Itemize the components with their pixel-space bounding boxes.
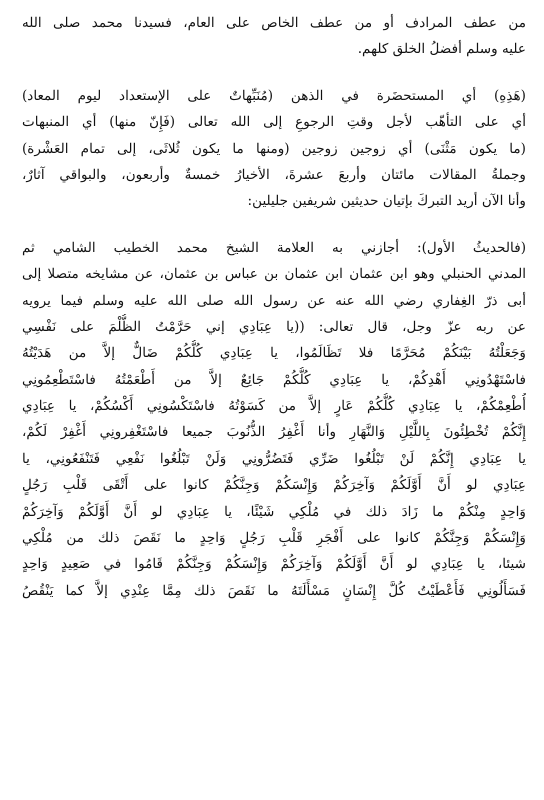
text-line: (هَذِهِ) أي المستحضَرة في الذهن (مُنَبِّهاتٌ على الإستعداد ليوم المعاد) — [22, 87, 526, 104]
text-line: أبى ذرّ الغِفاري رضي الله عنه عن رسول الله صلى الله عليه وسلم فيما يرويه — [22, 292, 526, 309]
text-line: وَإِنْسَكُمْ وَجِنَّكُمْ كانوا على أَفْجَرِ قَلْبِ رَجُلٍ وَاحِدٍ ما نَقَصَ ذلك من مُلْكِي — [22, 530, 526, 547]
text-line: شيئا، يا عِبَادِي لو أَنَّ أَوَّلَكُمْ وَآخِرَكُمْ وَإِنْسَكُمْ وَجِنَّكُمْ قَامُوا في صَعِيدٍ وَاحِدٍ — [22, 556, 526, 573]
paragraph-munabbihat — [22, 83, 526, 215]
text-line: (فالحديثُ الأول): أجازني به العلامة الشيخ محمد الخطيب الشامي ثم — [22, 239, 526, 256]
text-line: فَسَأَلُونِي فَأَعْطَيْتُ كُلَّ إِنْسَانٍ مَسْأَلَتَهُ ما نَقَصَ ذلك مِمَّا عِنْدِي إلاَّ كما يَنْقُصُ — [22, 582, 526, 599]
text-line: إِنَّكُمْ تُخْطِئُونَ بِاللَّيْلِ وَالنَّهَارِ وأنا أَغْفِرُ الذُّنُوبَ جميعا فاسْتَغْفِرونِي أَغْفِرْ لَكُمْ، — [22, 424, 526, 441]
text-line: وَجَعَلْتُهُ بَيْنَكُمْ مُحَرَّمًا فلا تَظَالَمُوا، يا عِبَادِي كُلُّكُمْ ضَالٌّ إلاَّ من هَدَيْتُهُ — [22, 345, 526, 362]
paragraph-gap — [22, 215, 526, 235]
text-line: المدني الحنبلي وهو ابن عثمان ابن عثمان بن عباس بن عثمان، عن مشايخه متصلا إلى — [22, 266, 526, 283]
text-line: وجملةُ المقالات مائتان وأربعَ عشرةَ، الأخيارُ خمسةٌ وأربعون، والبواقي آثارٌ، — [22, 166, 526, 183]
text-line: (ما يكون مَثْنَى) أي زوجين زوجين (ومنها ما يكون ثُلاثَى، إلى تمام العَشْرة) — [22, 140, 526, 157]
text-line: أُطْعِمْكُمْ، يا عِبَادِي كُلُّكُمْ عَارٍ إلاَّ من كَسَوْتُهُ فاسْتَكْسُونِي أَكْسُكُمْ، يا عِبَادِي — [22, 398, 526, 415]
paragraph-intro-end — [22, 10, 526, 63]
text-line: عن ربه عزّ وجل، قال تعالى: ((يا عِبَادِي إني حَرَّمْتُ الظُّلْمَ على نَفْسِي — [22, 318, 526, 335]
text-line: فاسْتَهْدُونِي أَهْدِكُمْ، يا عِبَادِي كُلُّكُمْ جَائِعٌ إلاَّ من أَطْعَمْتُهُ فاسْتَطْعِمُونِي — [22, 371, 526, 388]
text-line: أي على التأهّب لأجل وقتِ الرجوعِ إلى الله تعالى (فَإِنّ منها) أي المنبهات — [22, 114, 526, 131]
paragraph-gap — [22, 63, 526, 83]
text-line: وَاحِدٍ مِنْكُمْ ما زَادَ ذلك في مُلْكِي شَيْئًا، يا عِبَادِي لو أَنَّ أَوَّلَكُمْ وَآخِرَكُمْ — [22, 503, 526, 520]
text-line: يا عِبَادِي إِنَّكُمْ لَنْ تَبْلُغُوا ضَرِّي فَتَضُرُّونِي وَلَنْ تَبْلُغُوا نَفْعِي فَتَنْفَعُونِي، يا — [22, 450, 526, 467]
text-line: عليه وسلم أفضلُ الخلق كلهم. — [357, 41, 526, 58]
text-line: عِبَادِي لو أَنَّ أَوَّلَكُمْ وَآخِرَكُمْ وَإِنْسَكُمْ وَجِنَّكُمْ كانوا على أَتْقَى قَلْبِ رَجُلٍ — [22, 477, 526, 494]
text-line: وأنا الآن أريد التبركَ بإتيان حديثين شريفين جليلين: — [247, 193, 526, 210]
text-line: من عطف المرادف أو من عطف الخاص على العام، فسيدنا محمد صلى الله — [22, 15, 526, 31]
paragraph-first-hadith — [22, 235, 526, 604]
